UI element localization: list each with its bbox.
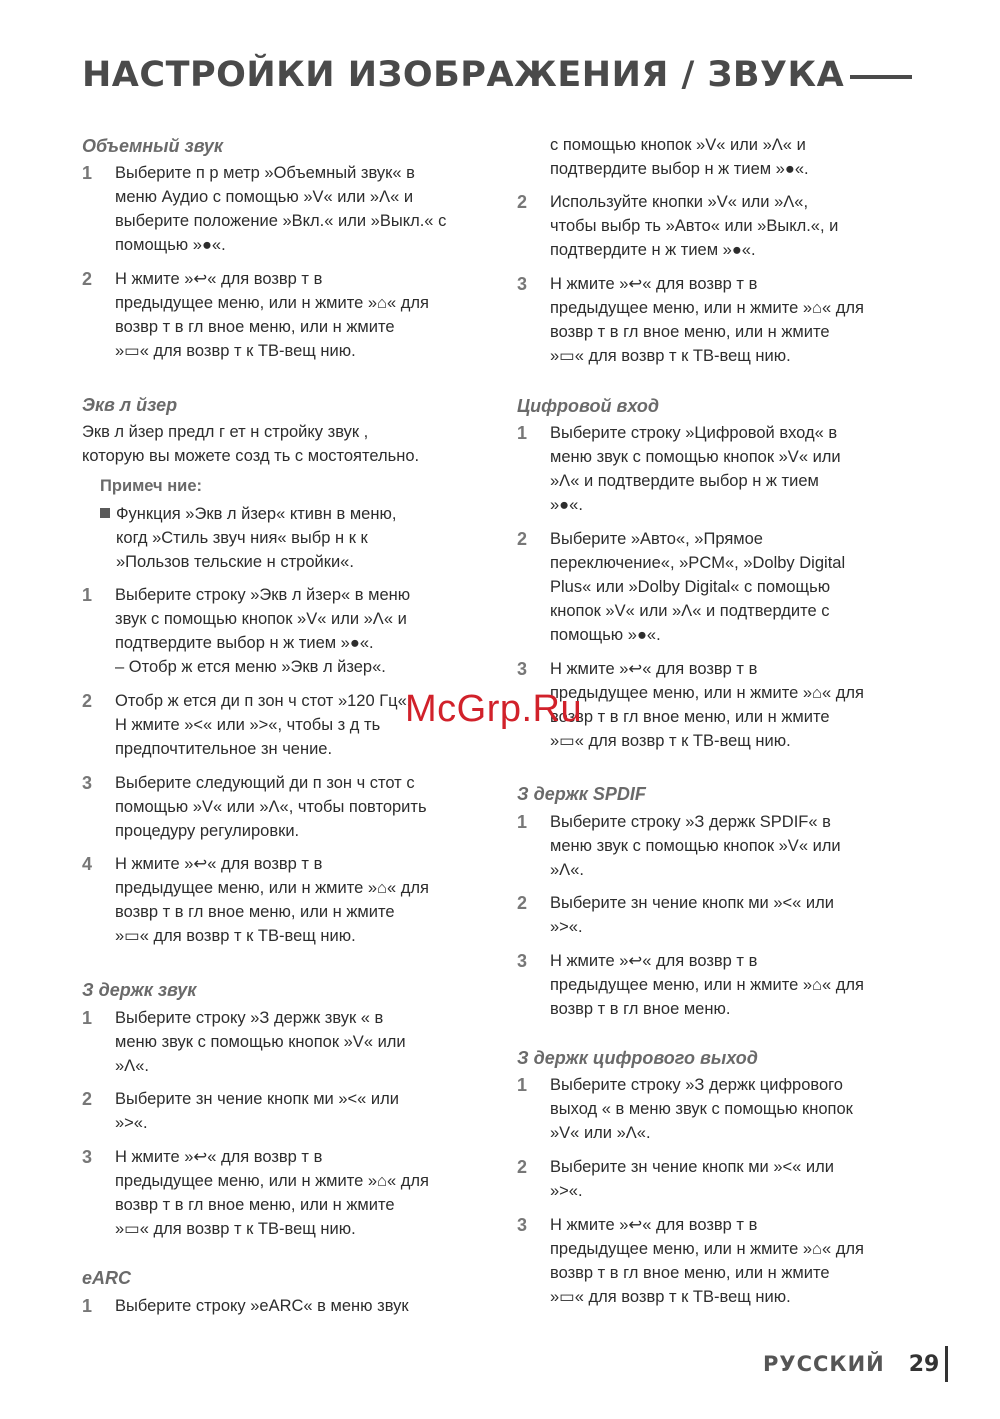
footer-bar [945, 1346, 948, 1382]
step-line: Н жмите »<« или »>«, чтобы з д ть [115, 716, 381, 734]
step-line: с помощью кнопок »V« или »Λ« и [550, 136, 806, 154]
step-text [115, 161, 487, 257]
step-number: 1 [517, 423, 528, 443]
step-line: возвр т в гл вное меню, или н жмите [115, 903, 395, 921]
step-line: Выберите »Авто«, »Прямое [550, 530, 763, 548]
section-title-surround: Объемный звук [82, 136, 224, 156]
section-title-digital-out-delay: З держк цифрового выход [517, 1048, 758, 1068]
step-text [550, 810, 922, 882]
step-line: »>«. [550, 918, 583, 936]
equalizer-intro [82, 420, 482, 468]
step-line: »▭« для возвр т к ТВ-вещ нию. [550, 347, 791, 365]
step-line: – Отобр ж ется меню »Экв л йзер«. [115, 658, 386, 676]
step-line: »●«. [550, 496, 583, 514]
step-line: »>«. [115, 1114, 148, 1132]
page-title: НАСТРОЙКИ ИЗОБРАЖЕНИЯ / ЗВУКА [82, 55, 845, 95]
section-title-equalizer: Экв л йзер [82, 395, 178, 415]
step-text [550, 190, 922, 262]
section-title-spdif-delay: З держк SPDIF [517, 784, 646, 804]
step-line: предыдущее меню, или н жмите »⌂« для [550, 299, 864, 317]
step-line: »Λ«. [115, 1057, 149, 1075]
step-number: 1 [517, 812, 528, 832]
step-line: возвр т в гл вное меню. [550, 1000, 731, 1018]
section-title-sound-delay: З держк звук [82, 980, 197, 1000]
step-line: процедуру регулировки. [115, 822, 300, 840]
step-line: подтвердите выбор н ж тием »●«. [550, 160, 809, 178]
step-number: 1 [517, 1075, 528, 1095]
step-text [550, 1213, 922, 1309]
page-footer [763, 1346, 948, 1382]
step-line: Выберите п р метр »Объемный звук« в [115, 164, 415, 182]
step-line: возвр т в гл вное меню, или н жмите [550, 708, 830, 726]
step-line: Выберите зн чение кнопк ми »<« или [550, 894, 834, 912]
title-rule [850, 75, 912, 79]
step-line: Используйте кнопки »V« или »Λ«, [550, 193, 809, 211]
watermark-text: McGrp.Ru [405, 688, 583, 730]
step-number: 2 [82, 1089, 93, 1109]
step-line: »▭« для возвр т к ТВ-вещ нию. [115, 1220, 356, 1238]
step-text [550, 421, 922, 517]
step-line: Plus« или »Dolby Digital« с помощью [550, 578, 831, 596]
step-line: меню звук с помощью кнопок »V« или [550, 837, 841, 855]
step-line: предпочтительное зн чение. [115, 740, 333, 758]
step-number: 3 [517, 659, 528, 679]
step-number: 2 [82, 269, 93, 289]
step-line: »Λ«. [550, 861, 584, 879]
step-line: »>«. [550, 1182, 583, 1200]
step-line: звук с помощью кнопок »V« или »Λ« и [115, 610, 407, 628]
step-line: Н жмите »↩« для возвр т в [550, 275, 758, 293]
note-line: »Пользов тельские н стройки«. [116, 553, 354, 571]
step-line: предыдущее меню, или н жмите »⌂« для [550, 1240, 864, 1258]
step-number: 3 [82, 1147, 93, 1167]
step-line: меню звук с помощью кнопок »V« или [550, 448, 841, 466]
step-text [115, 1087, 487, 1135]
step-text [550, 1073, 922, 1145]
step-line: »V« или »Λ«. [550, 1124, 651, 1142]
step-number: 3 [82, 773, 93, 793]
step-line: »▭« для возвр т к ТВ-вещ нию. [115, 342, 356, 360]
step-number: 2 [82, 691, 93, 711]
step-line: Выберите строку »Цифровой вход« в [550, 424, 838, 442]
step-line: помощью »●«. [115, 236, 226, 254]
step-line: Выберите зн чение кнопк ми »<« или [115, 1090, 399, 1108]
step-number: 3 [517, 951, 528, 971]
step-text [115, 267, 487, 363]
step-line: предыдущее меню, или н жмите »⌂« для [115, 294, 429, 312]
step-text [115, 583, 487, 679]
page-number: 29 [908, 1351, 940, 1377]
step-line: Выберите следующий ди п зон ч стот с [115, 774, 415, 792]
step-text [115, 771, 487, 843]
step-line: Выберите зн чение кнопк ми »<« или [550, 1158, 834, 1176]
step-number: 1 [82, 163, 93, 183]
step-text [550, 657, 922, 753]
step-number: 3 [517, 274, 528, 294]
step-number: 1 [82, 1296, 93, 1316]
step-line: выберите положение »Вкл.« или »Выкл.« с [115, 212, 447, 230]
step-line: Выберите строку »Экв л йзер« в меню [115, 586, 411, 604]
section-title-digital-input: Цифровой вход [517, 396, 660, 416]
step-text [550, 1155, 922, 1203]
step-line: помощью »V« или »Λ«, чтобы повторить [115, 798, 427, 816]
page-title-block [82, 50, 912, 100]
step-line: чтобы выбр ть »Авто« или »Выкл.«, и [550, 217, 839, 235]
step-line: Выберите строку »З держк SPDIF« в [550, 813, 831, 831]
step-line: »▭« для возвр т к ТВ-вещ нию. [550, 1288, 791, 1306]
intro-line: Экв л йзер предл г ет н стройку звук , [82, 423, 369, 441]
bullet-square-icon [100, 508, 110, 518]
note-line: когд »Стиль звуч ния« выбр н к к [116, 529, 368, 547]
step-number: 1 [82, 585, 93, 605]
note-line: Функция »Экв л йзер« ктивн в меню, [116, 505, 397, 523]
step-line: Н жмите »↩« для возвр т в [550, 952, 758, 970]
step-text [550, 891, 922, 939]
step-line: предыдущее меню, или н жмите »⌂« для [550, 684, 864, 702]
step-line: Н жмите »↩« для возвр т в [115, 270, 323, 288]
step-number: 2 [517, 529, 528, 549]
step-line: Н жмите »↩« для возвр т в [550, 1216, 758, 1234]
step-text [550, 133, 922, 181]
step-line: подтвердите н ж тием »●«. [550, 241, 756, 259]
step-number: 1 [82, 1008, 93, 1028]
step-number: 2 [517, 1157, 528, 1177]
footer-language: РУССКИЙ [763, 1352, 885, 1376]
note-label: Примеч ние: [100, 477, 202, 495]
intro-line: которую вы можете созд ть с мостоятельно. [82, 447, 420, 465]
step-text [550, 272, 922, 368]
section-title-earc: eARC [82, 1268, 132, 1288]
step-line: возвр т в гл вное меню, или н жмите [115, 318, 395, 336]
step-text [550, 527, 922, 647]
step-line: »Λ« и подтвердите выбор н ж тием [550, 472, 819, 490]
step-line: меню звук с помощью кнопок »V« или [115, 1033, 406, 1051]
step-line: Выберите строку »З держк звук « в [115, 1009, 384, 1027]
step-line: предыдущее меню, или н жмите »⌂« для [115, 1172, 429, 1190]
step-number: 4 [82, 854, 93, 874]
step-line: помощью »●«. [550, 626, 661, 644]
step-line: возвр т в гл вное меню, или н жмите [550, 1264, 830, 1282]
step-text [550, 949, 922, 1021]
step-line: Н жмите »↩« для возвр т в [115, 855, 323, 873]
step-line: возвр т в гл вное меню, или н жмите [550, 323, 830, 341]
step-line: кнопок »V« или »Λ« и подтвердите с [550, 602, 830, 620]
step-line: Н жмите »↩« для возвр т в [115, 1148, 323, 1166]
step-line: предыдущее меню, или н жмите »⌂« для [550, 976, 864, 994]
step-line: Отобр ж ется ди п зон ч стот »120 Гц«. [115, 692, 412, 710]
note-item [100, 502, 480, 574]
step-line: Н жмите »↩« для возвр т в [550, 660, 758, 678]
step-text [115, 1294, 487, 1318]
step-number: 3 [517, 1215, 528, 1235]
step-line: »▭« для возвр т к ТВ-вещ нию. [115, 927, 356, 945]
step-line: выход « в меню звук с помощью кнопок [550, 1100, 853, 1118]
step-line: »▭« для возвр т к ТВ-вещ нию. [550, 732, 791, 750]
step-line: возвр т в гл вное меню, или н жмите [115, 1196, 395, 1214]
step-line: подтвердите выбор н ж тием »●«. [115, 634, 374, 652]
step-line: Выберите строку »З держк цифрового [550, 1076, 843, 1094]
step-text [115, 1145, 487, 1241]
step-text [115, 852, 487, 948]
step-number: 2 [517, 192, 528, 212]
step-line: предыдущее меню, или н жмите »⌂« для [115, 879, 429, 897]
step-text [115, 1006, 487, 1078]
step-line: Выберите строку »eARC« в меню звук [115, 1297, 409, 1315]
step-line: меню Аудио с помощью »V« или »Λ« и [115, 188, 414, 206]
step-line: переключение«, »PCM«, »Dolby Digital [550, 554, 846, 572]
step-number: 2 [517, 893, 528, 913]
